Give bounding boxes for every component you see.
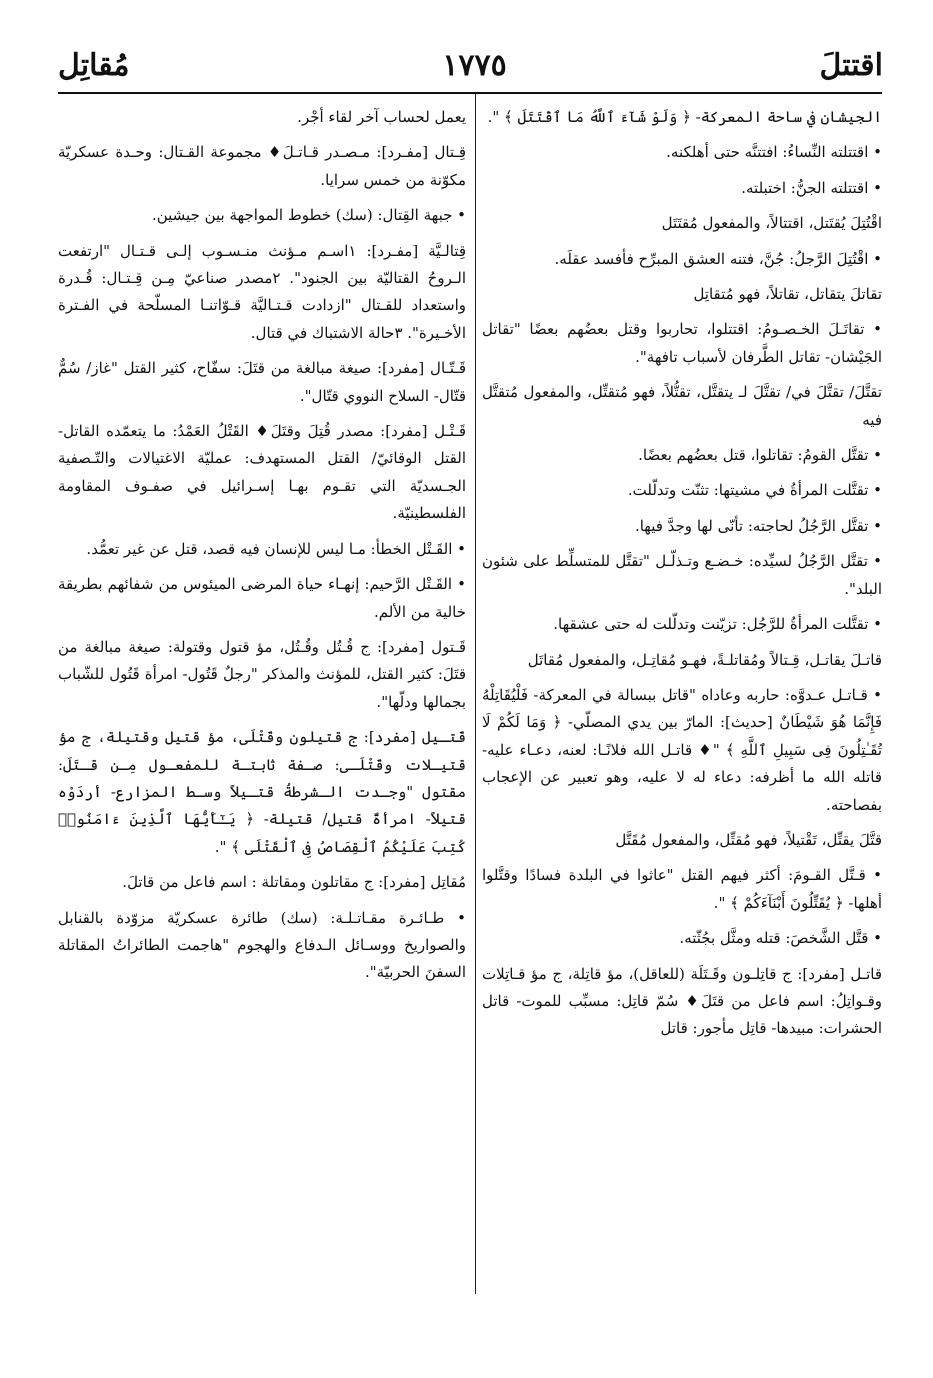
- entry-text: • القَـتْل الرَّحيم: إنهـاء حياة المرضى الميئوس من شفائهم بطريقة خالية من الألم.: [58, 575, 466, 621]
- entry-text: • القَـتْل الخطأ: مـا ليس للإنسان فيه قصد، قتل عن غير تعمُّد.: [86, 539, 466, 558]
- column-divider: [475, 94, 476, 1294]
- entry-headword: قاتـلَ يقاتـل، قِـتالاً ومُقاتلـةً، فهـو مُقاتِـل، والمفعول مُقاتَل: [527, 650, 882, 669]
- guide-word-left: مُقاتِل: [58, 47, 130, 83]
- entry-text: • جبهة القِتال: (سك) خطوط المواجهة بين جيشين.: [151, 206, 466, 225]
- entry-text: • اقْتُتِلَ الرَّجلُ: جُنَّ، فتنه العشق المبرِّح فأفسد عقلَه.: [554, 249, 882, 268]
- entry-headword: تقاتلَ يتقاتل، تقاتلاً، فهو مُتقاتِل: [693, 285, 882, 304]
- entry-headword: قتَّلَ يقتِّل، تَقْتيلاً، فهو مُقتِّل، والمفعول مُقَتَّل: [615, 830, 882, 849]
- entry-headword: اقْتُتِلَ يُقتَتل، اقتتالاً، والمفعول مُقتَتَل: [661, 214, 882, 233]
- entry-text: • تقاتَـلَ الخـصـومُ: اقتتلوا، تحاربوا وقتل بعضُهم بعضًا "تقاتل الجَيْشان- تقاتل الطَّرفان لأسباب تافهة".: [482, 320, 882, 366]
- entry-text: • تقتَّل الرَّجُلُ لسيِّده: خـضـع وتـذلّـل "تقتَّل للمتسلِّط على شئون البلد".: [482, 552, 882, 598]
- left-column: [58, 104, 466, 995]
- header-rule: [58, 92, 882, 94]
- entry-text: قَتـيل [مفرد]: ج قتيلون وقَتْلَى، مؤ قتيل وقتيلة، ج مؤ قتيـلات وقَتْلَـى: صـفة ثابتـة للمفعـول مِـن قـتَلَ: مقتول "وجـدت الـشرطةُ قتـيلاً وسـط المزارع- أردَوْه قتيلاً- امرأةٌ قتيل/ قتيلة- ﴿ يَـٰٓأَيُّهَا ٱلَّذِينَ ءَامَنُوا۟ كُتِبَ عَلَيْكُمُ ٱلْقِصَاصُ فِى ٱلْقَتْلَى ﴾ ".: [58, 728, 466, 856]
- entry-text: • تقتَّلت المرأةُ في مشيتها: تثنّت وتدلّلت.: [627, 481, 882, 500]
- entry-text: • قـاتـل عـدوَّه: حاربه وعاداه "قاتل ببسالة في المعركة- فَلْيُقَاتِلْهُ فَإِنَّمَا هُوَ شَيْطَانٌ [حديث]: المارّ بين يدي المصلّي- ﴿ وَمَا لَكُمْ لَا تُقَـٰتِلُونَ فِى سَبِيلِ ٱللَّهِ ﴾ "♦ قاتـل الله فلانًـا: لعنه، دعـاء عليه- قاتله الله ما أظرفه: دعاء له لا عليه، وهو تعبير عن الإعجاب بفصاحته.: [482, 685, 882, 814]
- entry-text: قَـتول [مفرد]: ج قُـتُل وقُـتُل، مؤ قتول وقتولة: صيغة مبالغة من قتَلَ: كثير القتل، للمؤنث والمذكر "رجلٌ قَتُول- امرأة قَتُول للشّباب بجمالها ودلّها".: [58, 637, 466, 711]
- entry-text: الجيشان في ساحة المعركة- ﴿ وَلَوْ شَآءَ ٱللَّهُ مَا ٱقْتَتَلَ ﴾ ".: [487, 108, 882, 126]
- entry-text: قِـتال [مفـرد]: مـصـدر قـاتـلَ♦ مجموعة القـتال: وحـدة عسكريّة مكوّنة من خمس سرايا.: [58, 143, 466, 189]
- entry-text: قَـتْـل [مفرد]: مصدر قُتِلَ وقتَلَ♦ القَتْلُ العَمْدُ: ما يتعمّده القاتل- القتل الوقائيّ/ القتل المستهدف: عمليّة الاغتيالات والتّـصفية الجـسديّة التي تقـوم بهـا إسـرائيل في صفـوف المقاومة الفلسطينيّة.: [58, 422, 466, 523]
- entry-headword: تقتَّلَ/ تقتَّلَ في/ تقتَّلَ لـ يتقتَّل، تقتُّلاً، فهو مُتقتِّل، والمفعول مُتقتَّل فيه: [482, 383, 882, 429]
- entry-text: قِتالـيَّة [مفـرد]: ١اسـم مـؤنث منـسـوب إلـى قـتـال "ارتفعت الـروحُ القتاليّة بين الجنود". ٢مصدر صناعيّ مِـن قِـتـال: قُـدرة واستعداد للقـتال "ازدادت قـتـاليَّة قـوّاتنـا المسلّحة في الفـترة الأخـيرة". ٣حالة الاشتباك في قتال.: [58, 241, 466, 342]
- entry-text: • تقتَّلت المرأةُ للرَّجُل: تزيّنت وتدلّلت له حتى عشقها.: [553, 615, 882, 634]
- entry-text: • تقتَّل الرَّجُلُ لحاجته: تأنّى لها وجدَّ فيها.: [634, 516, 882, 535]
- right-column: [482, 104, 882, 1051]
- entry-text: • اقتتلته النِّساءُ: افتتنَّه حتى أهلكنه.: [666, 143, 882, 162]
- entry-text: • اقتتلته الجنُّ: اختبلته.: [741, 178, 882, 197]
- entry-text: يعمل لحساب آخر لقاء أجْر.: [297, 108, 466, 126]
- entry-text: قَـتّـال [مفرد]: صيغة مبالغة من قتَلَ: سفّاح، كثير القتل "غاز/ سُمٌّ قتّال- السلاح النووي قتّال".: [58, 359, 466, 405]
- page-number: ١٧٧٥: [442, 47, 507, 83]
- entry-text: • قتَّل الشَّخصَ: قتله ومثَّل بجُثّته.: [679, 929, 882, 948]
- entry-text: مُقاتِل [مفرد]: ج مقاتلون ومقاتلة : اسم فاعل من قاتلَ.: [122, 873, 466, 892]
- entry-text: • تقتَّل القومُ: تقاتلوا، قتل بعضُهم بعضًا.: [638, 446, 882, 465]
- running-head: [58, 40, 883, 90]
- entry-text: • طـائـرة مقـاتـلـة: (سك) طائرة عسكريّة مزوّدة بالقنابل والصواريخ ووسـائل الـدفاع والهجوم "هاجمت الطائراتُ المقاتلة السفنَ الحربيّة".: [58, 908, 466, 982]
- entry-text: قاتـل [مفرد]: ج قاتِلـون وقَـتَلَة (للعاقل)، مؤ قاتِلة، ج مؤ قـاتِلات وقـواتِلُ: اسم فاعل من قتَلَ♦ سُمّ قاتِل: مسبِّب للموت- قاتل الحشرات: مبيدها- قاتِل مأجور: قاتل: [482, 964, 882, 1038]
- guide-word-right: اقتتلَ: [819, 47, 883, 83]
- entry-text: • قـتَّل القـومَ: أكثر فيهم القتل "عاثوا في البلدة فسادًا وقتَّلوا أهلها- ﴿ يُقَتِّلُونَ أَبْنَآءَكُمْ ﴾ ".: [482, 866, 882, 912]
